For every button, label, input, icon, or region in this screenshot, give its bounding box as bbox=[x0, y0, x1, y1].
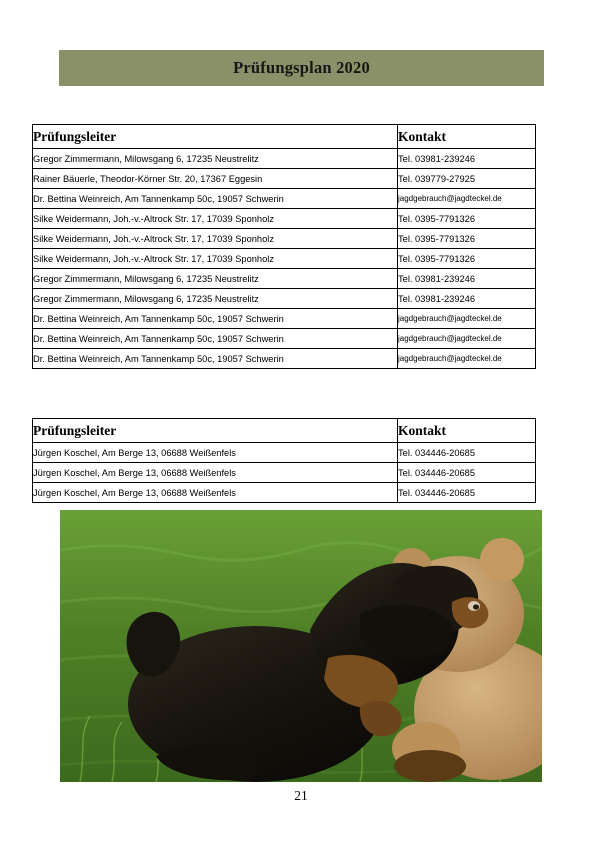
cell-contact-phone: Tel. 03981-239246 bbox=[398, 269, 536, 289]
cell-contact-phone: Tel. 03981-239246 bbox=[398, 289, 536, 309]
table-row bbox=[33, 463, 536, 483]
cell-leader: Dr. Bettina Weinreich, Am Tannenkamp 50c, 19057 Schwerin bbox=[33, 189, 398, 209]
table-row bbox=[33, 149, 536, 169]
cell-leader: Dr. Bettina Weinreich, Am Tannenkamp 50c, 19057 Schwerin bbox=[33, 329, 398, 349]
cell-leader: Gregor Zimmermann, Milowsgang 6, 17235 Neustrelitz bbox=[33, 149, 398, 169]
table-header-row bbox=[33, 125, 536, 149]
cell-contact-phone: Tel. 03981-239246 bbox=[398, 149, 536, 169]
column-header-leader: Prüfungsleiter bbox=[33, 125, 398, 149]
cell-contact-phone: Tel. 034446-20685 bbox=[398, 463, 536, 483]
cell-contact-email[interactable]: jagdgebrauch@jagdteckel.de bbox=[398, 349, 536, 369]
cell-leader: Rainer Bäuerle, Theodor-Körner Str. 20, 17367 Eggesin bbox=[33, 169, 398, 189]
table-row bbox=[33, 309, 536, 329]
table-row bbox=[33, 229, 536, 249]
table-row bbox=[33, 169, 536, 189]
cell-contact-phone: Tel. 0395-7791326 bbox=[398, 249, 536, 269]
photo-illustration bbox=[60, 510, 542, 782]
table-row bbox=[33, 189, 536, 209]
cell-contact-phone: Tel. 034446-20685 bbox=[398, 483, 536, 503]
dachshund-puppy-with-teddy-bear-photo bbox=[60, 510, 542, 782]
cell-leader: Jürgen Koschel, Am Berge 13, 06688 Weißenfels bbox=[33, 463, 398, 483]
column-header-leader: Prüfungsleiter bbox=[33, 419, 398, 443]
cell-leader: Dr. Bettina Weinreich, Am Tannenkamp 50c, 19057 Schwerin bbox=[33, 349, 398, 369]
cell-contact-phone: Tel. 034446-20685 bbox=[398, 443, 536, 463]
table-row bbox=[33, 249, 536, 269]
table-header-row bbox=[33, 419, 536, 443]
table-row bbox=[33, 349, 536, 369]
table-row bbox=[33, 269, 536, 289]
cell-leader: Silke Weidermann, Joh.-v.-Altrock Str. 17, 17039 Sponholz bbox=[33, 209, 398, 229]
cell-contact-phone: Tel. 0395-7791326 bbox=[398, 209, 536, 229]
table-row bbox=[33, 209, 536, 229]
table-row bbox=[33, 329, 536, 349]
cell-leader: Jürgen Koschel, Am Berge 13, 06688 Weißenfels bbox=[33, 443, 398, 463]
exam-schedule-table-1 bbox=[32, 124, 536, 369]
page-title: Prüfungsplan 2020 bbox=[233, 58, 370, 77]
cell-contact-email[interactable]: jagdgebrauch@jagdteckel.de bbox=[398, 329, 536, 349]
column-header-contact: Kontakt bbox=[398, 125, 536, 149]
table-row bbox=[33, 483, 536, 503]
cell-contact-phone: Tel. 0395-7791326 bbox=[398, 229, 536, 249]
cell-leader: Silke Weidermann, Joh.-v.-Altrock Str. 17, 17039 Sponholz bbox=[33, 249, 398, 269]
cell-leader: Gregor Zimmermann, Milowsgang 6, 17235 Neustrelitz bbox=[33, 289, 398, 309]
cell-leader: Dr. Bettina Weinreich, Am Tannenkamp 50c, 19057 Schwerin bbox=[33, 309, 398, 329]
cell-leader: Jürgen Koschel, Am Berge 13, 06688 Weißenfels bbox=[33, 483, 398, 503]
page-title-banner bbox=[59, 50, 544, 86]
cell-leader: Gregor Zimmermann, Milowsgang 6, 17235 Neustrelitz bbox=[33, 269, 398, 289]
table-row bbox=[33, 443, 536, 463]
page-number: 21 bbox=[294, 788, 308, 803]
cell-contact-email[interactable]: jagdgebrauch@jagdteckel.de bbox=[398, 309, 536, 329]
table-row bbox=[33, 289, 536, 309]
cell-contact-email[interactable]: jagdgebrauch@jagdteckel.de bbox=[398, 189, 536, 209]
exam-schedule-table-2 bbox=[32, 418, 536, 503]
column-header-contact: Kontakt bbox=[398, 419, 536, 443]
cell-contact-phone: Tel. 039779-27925 bbox=[398, 169, 536, 189]
cell-leader: Silke Weidermann, Joh.-v.-Altrock Str. 17, 17039 Sponholz bbox=[33, 229, 398, 249]
